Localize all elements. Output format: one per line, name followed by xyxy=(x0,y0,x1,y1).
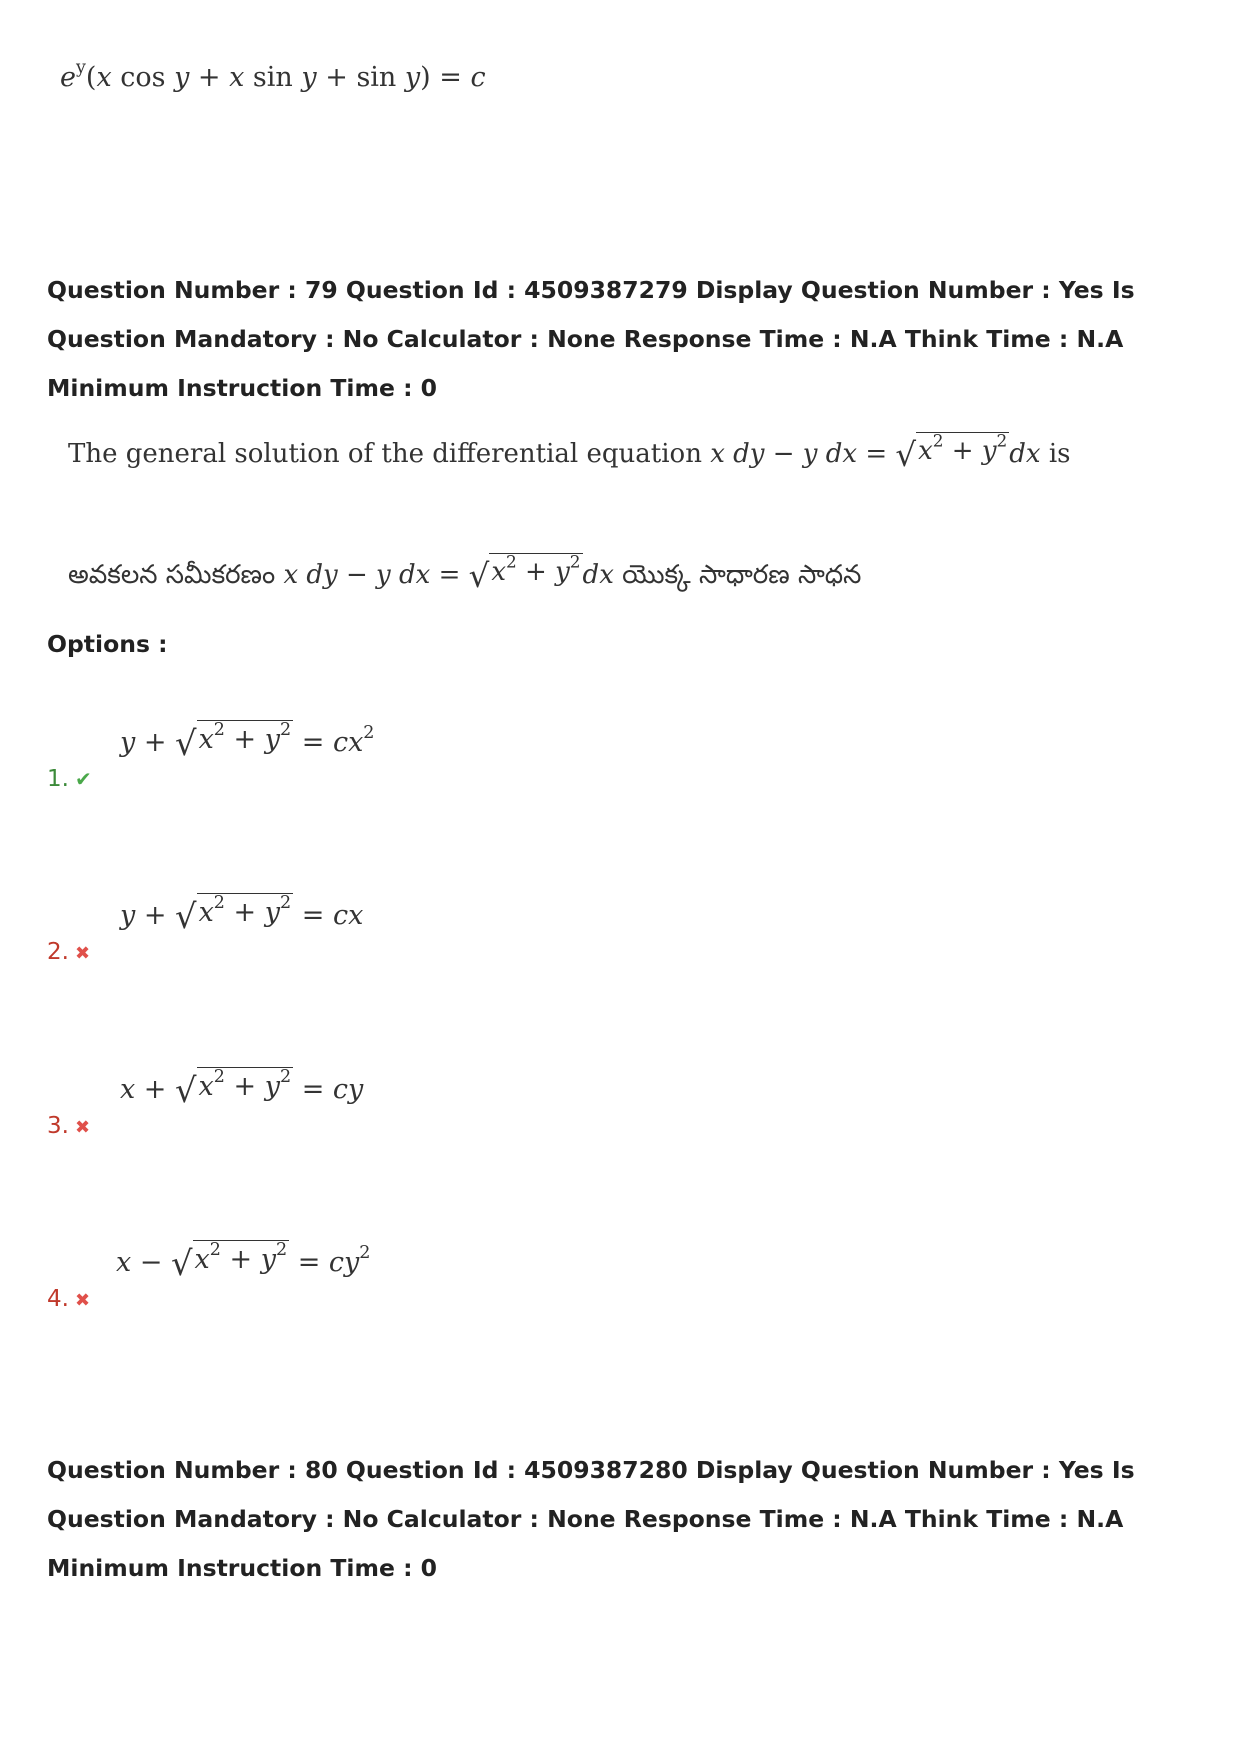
option-1-number: 1. ✔ xyxy=(47,766,92,792)
question-text-te-suffix: యొక్క సాధారణ సాధన xyxy=(622,560,862,590)
check-icon: ✔ xyxy=(74,767,92,791)
option-1[interactable] xyxy=(0,720,1240,860)
option-1-formula: y + √ $x^2 + y^2$ = $cx^2$ xyxy=(120,719,375,763)
question-80-header: Question Number : 80 Question Id : 4509387280 Display Question Number : Yes Is Question Mandatory : No Calculator : None Response Time : N.A Think Time : N.A Minimum Instruction Time : 0 xyxy=(47,1456,1135,1582)
option-3[interactable] xyxy=(0,1067,1240,1207)
options-label: Options : xyxy=(47,630,168,658)
option-4-number: 4. ✖ xyxy=(47,1286,91,1312)
option-3-formula: x + √ $x^2 + y^2$ = cy xyxy=(120,1066,364,1110)
question-text-en-suffix: is xyxy=(1048,439,1071,469)
option-2-number: 2. ✖ xyxy=(47,939,91,965)
question-text-te-prefix: అవకలన సమీకరణం xyxy=(68,560,276,590)
question-equation-te: x dy − y dx = √ $x^2 + y^2$ dx xyxy=(283,551,623,595)
option-2[interactable] xyxy=(0,893,1240,1033)
question-equation: x dy − y dx = √ $x^2 + y^2$ dx xyxy=(710,430,1049,474)
option-4[interactable] xyxy=(0,1240,1240,1380)
cross-icon: ✖ xyxy=(74,1290,91,1311)
option-3-number: 3. ✖ xyxy=(47,1113,91,1139)
question-79-text-te xyxy=(68,553,861,596)
option-2-formula: y + √ $x^2 + y^2$ = cx xyxy=(120,892,364,936)
cross-icon: ✖ xyxy=(74,943,91,964)
question-text-en-prefix: The general solution of the differential equation xyxy=(68,439,702,469)
question-79-header: Question Number : 79 Question Id : 4509387279 Display Question Number : Yes Is Question Mandatory : No Calculator : None Response Time : N.A Think Time : N.A Minimum Instruction Time : 0 xyxy=(47,276,1135,402)
previous-answer-formula: $e^y(x$ cos y + x sin y + sin y) = c xyxy=(60,57,486,93)
option-4-formula: x − √ $x^2 + y^2$ = $cy^2$ xyxy=(116,1239,371,1283)
cross-icon: ✖ xyxy=(74,1117,91,1138)
question-79-text-en xyxy=(68,430,1071,474)
